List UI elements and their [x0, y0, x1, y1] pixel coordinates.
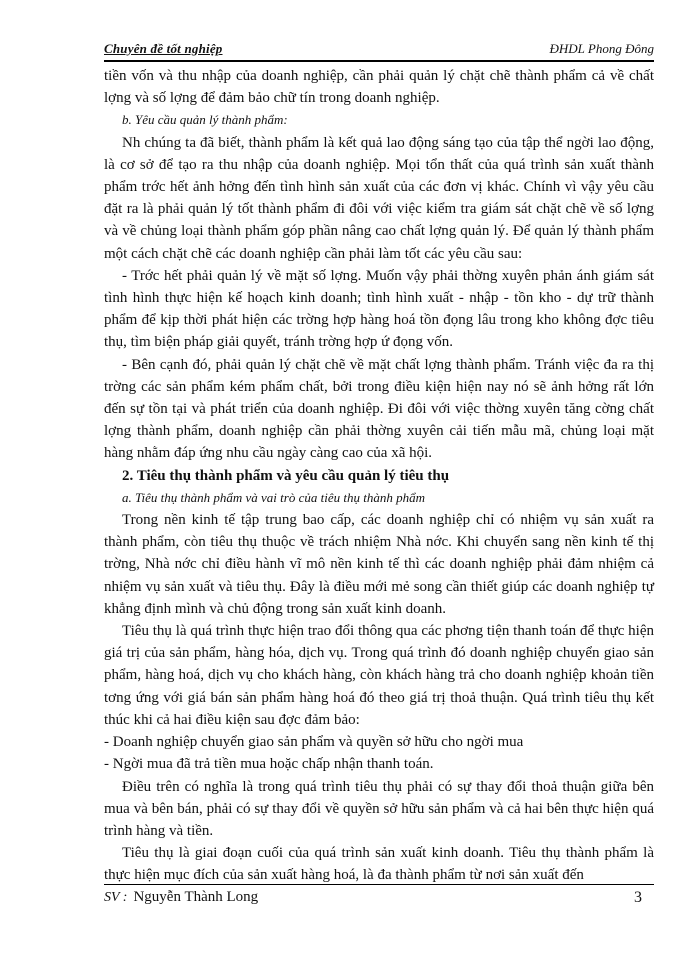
paragraph: Trong nền kinh tế tập trung bao cấp, các doanh nghiệp chỉ có nhiệm vụ sản xuất ra thành phẩm, còn tiêu thụ thuộc về trách nhiệm Nhà nớc. Khi chuyển sang nền kinh tế thị trờng, Nhà nớc chỉ điều hành vĩ mô nền kinh tế thì các doanh nghiệp phải đảm nhiệm cả nhiệm vụ sản xuất và tiêu thụ. Đây là điều mới mẻ song cần thiết giúp các doanh nghiệp tự khẳng định mình và chủ động trong sản xuất kinh doanh. — [104, 512, 654, 617]
paragraph: - Ngời mua đã trả tiền mua hoặc chấp nhận thanh toán. — [104, 756, 434, 773]
paragraph: Nh chúng ta đã biết, thành phẩm là kết quả lao động sáng tạo của tập thể ngời lao động, là cơ sở để tạo ra thu nhập của doanh nghiệp. Mọi tổn thất của quá trình sản xuất thành phẩm trớc hết ảnh hởng đến tình hình sản xuất của các đơn vị khác. Chính vì vậy yêu cầu đặt ra là phải quản lý tốt thành phẩm đi đôi với việc kiểm tra giám sát chặt chẽ về số lợng và về chủng loại thành phẩm góp phần nâng cao chất lợng quản lý. Để quản lý thành phẩm một cách chặt chẽ các doanh nghiệp cần phải làm tốt các yêu cầu sau: — [104, 134, 654, 262]
author-name: Nguyễn Thành Long — [133, 889, 259, 905]
body-text — [104, 65, 654, 887]
page-header — [104, 40, 654, 62]
paragraph: 2. Tiêu thụ thành phẩm và yêu cầu quản lý tiêu thụ — [122, 467, 450, 484]
header-school: ĐHDL Phong Đông — [549, 41, 654, 56]
header-title: Chuyên đề tốt nghiệp — [104, 41, 223, 56]
footer-author — [104, 889, 258, 906]
footer-prefix: SV : — [104, 890, 128, 905]
paragraph: - Doanh nghiệp chuyển giao sản phẩm và quyền sở hữu cho ngời mua — [104, 734, 524, 751]
paragraph: Tiêu thụ là quá trình thực hiện trao đổi thông qua các phơng tiện thanh toán để thực hiện giá trị của sản phẩm, hàng hóa, dịch vụ. Trong quá trình đó doanh nghiệp chuyển giao sản phẩm, hàng hoá, dịch vụ cho khách hàng, còn khách hàng trả cho doanh nghiệp khoản tiền tơng ứng với giá bán sản phẩm hàng hoá đó theo giá trị thoả thuận. Quá trình tiêu thụ kết thúc khi cả hai điều kiện sau đợc đảm bảo: — [104, 623, 654, 728]
paragraph: Tiêu thụ là giai đoạn cuối của quá trình sản xuất kinh doanh. Tiêu thụ thành phẩm là thực hiện mục đích của sản xuất hàng hoá, là đa thành phẩm từ nơi sản xuất đến — [104, 845, 654, 884]
paragraph: - Trớc hết phải quản lý về mặt số lợng. Muốn vậy phải thờng xuyên phản ánh giám sát tình hình thực hiện kế hoạch kinh doanh; tình hình xuất - nhập - tồn kho - dự trữ thành phẩm để kịp thời phát hiện các trờng hợp hàng hoá tồn đọng lâu trong kho không đợc tiêu thụ, tìm biện pháp giải quyết, tránh trờng hợp ứ đọng vốn. — [104, 267, 654, 351]
page-number: 3 — [634, 889, 642, 906]
paragraph: tiền vốn và thu nhập của doanh nghiệp, cần phải quản lý chặt chẽ thành phẩm cả về chất lợng và số lợng để đảm bảo chữ tín trong doanh nghiệp. — [104, 68, 654, 107]
paragraph: a. Tiêu thụ thành phẩm và vai trò của tiêu thụ thành phẩm — [122, 489, 425, 505]
paragraph: b. Yêu cầu quản lý thành phẩm: — [122, 112, 288, 128]
paragraph: Điều trên có nghĩa là trong quá trình tiêu thụ phải có sự thay đổi thoả thuận giữa bên mua và bên bán, phải có sự thay đổi về quyền sở hữu sản phẩm và cả hai bên thực hiện quá trình hàng và tiền. — [104, 778, 654, 839]
paragraph: - Bên cạnh đó, phải quản lý chặt chẽ về mặt chất lợng thành phẩm. Tránh việc đa ra thị trờng các sản phẩm kém phẩm chất, bởi trong điều kiện hiện nay nó sẽ ảnh hởng rất lớn đến sự tồn tại và phát triển của doanh nghiệp. Đi đôi với việc thờng xuyên tăng cờng chất lợng thành phẩm, doanh nghiệp cần phải thờng xuyên cải tiến mẫu mã, chủng loại mặt hàng nhằm đáp ứng nhu cầu ngày càng cao của xã hội. — [104, 356, 654, 462]
page-footer — [104, 884, 654, 913]
